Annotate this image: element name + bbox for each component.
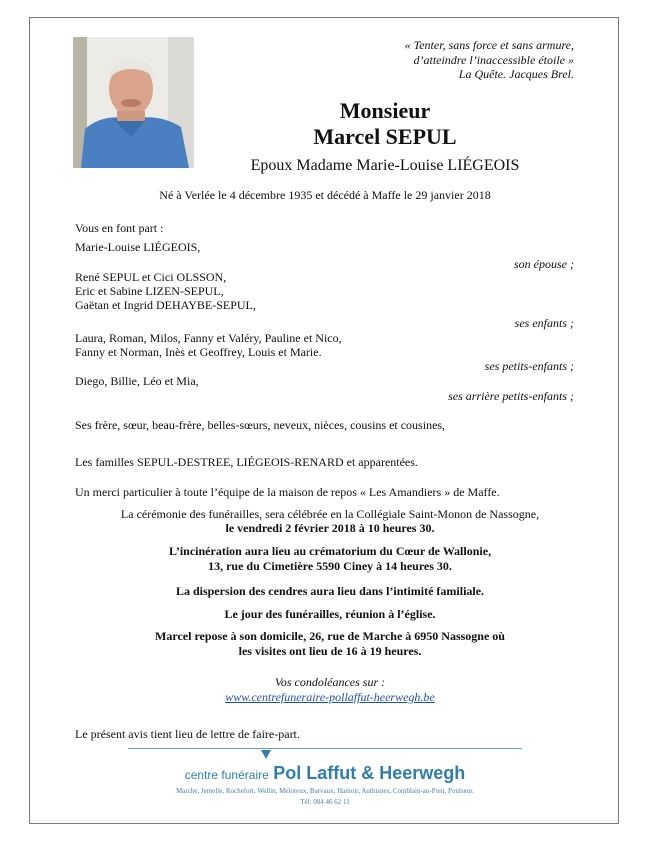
spouse-name: Marie-Louise LIÉGEOIS,	[75, 240, 201, 254]
incineration-line-2: 13, rue du Cimetière 5590 Ciney à 14 heures 30.	[208, 559, 452, 573]
condolences-row	[70, 690, 590, 705]
deceased-name: Marcel SEPUL	[313, 124, 457, 149]
grandchildren-relation: ses petits-enfants ;	[484, 359, 574, 373]
birth-death-line: Né à Verlée le 4 décembre 1935 et décédé à Maffe le 29 janvier 2018	[159, 188, 491, 202]
rest-line-2: les visites ont lieu de 16 à 19 heures.	[238, 644, 422, 658]
incineration-line-1: L’incinération aura lieu au crématorium du Cœur de Wallonie,	[168, 544, 492, 558]
phone-number: Tél: 084 46 62 11	[300, 798, 350, 806]
condolences-link[interactable]: www.centrefuneraire-pollaffut-heerwegh.be	[225, 690, 435, 704]
great-grandchildren: Diego, Billie, Léo et Mia,	[75, 374, 199, 388]
grandchildren-line-2: Fanny et Norman, Inès et Geoffrey, Louis et Marie.	[75, 345, 322, 359]
portrait-illustration	[73, 37, 194, 168]
great-grandchildren-relation: ses arrière petits-enfants ;	[448, 389, 574, 403]
epigraph-quote	[405, 38, 574, 82]
ceremony-date: le vendredi 2 février 2018 à 10 heures 30.	[225, 521, 435, 535]
children-line-1: René SEPUL et Cici OLSSON,	[75, 270, 227, 284]
funeral-home-logo	[0, 763, 650, 784]
honorific: Monsieur	[339, 98, 431, 123]
grandchildren-line-1: Laura, Roman, Milos, Fanny et Valéry, Pauline et Nico,	[75, 331, 342, 345]
spouse-line: Epoux Madame Marie-Louise LIÉGEOIS	[250, 157, 520, 174]
portrait-photo	[73, 37, 194, 168]
brand-prefix: centre funéraire	[184, 768, 269, 782]
thanks-line: Un merci particulier à toute l’équipe de la maison de repos « Les Amandiers » de Maffe.	[75, 485, 500, 499]
dispersion-line: La dispersion des cendres aura lieu dans l’intimité familiale.	[175, 584, 485, 598]
closing-note: Le présent avis tient lieu de lettre de faire-part.	[75, 727, 300, 741]
quote-line-1: « Tenter, sans force et sans armure,	[404, 38, 574, 52]
ceremony-line-1: La cérémonie des funérailles, sera célébrée en la Collégiale Saint-Monon de Nassogne,	[120, 507, 540, 521]
announce-text: Vous en font part :	[75, 221, 164, 235]
children-line-3: Gaëtan et Ingrid DEHAYBE-SEPUL,	[75, 298, 256, 312]
footer-divider	[128, 748, 522, 749]
spouse-relation: son épouse ;	[514, 257, 574, 271]
quote-line-2: d’atteindre l’inaccessible étoile »	[413, 52, 574, 67]
relatives-line: Ses frère, sœur, beau-frère, belles-sœurs, neveux, nièces, cousins et cousines,	[75, 418, 446, 432]
rest-line-1: Marcel repose à son domicile, 26, rue de Marche à 6950 Nassogne où	[155, 629, 505, 643]
brand-name: Pol Laffut & Heerwegh	[273, 763, 466, 783]
reunion-line: Le jour des funérailles, réunion à l’église.	[224, 607, 436, 621]
branch-locations: Marche, Jemelle, Rochefort, Wellin, Meloreux, Barvaux, Hamoir, Authisnes, Comblain-au-Pont, Poulseur.	[176, 787, 474, 795]
children-relation: ses enfants ;	[514, 316, 574, 330]
condolences-label: Vos condoléances sur :	[274, 675, 386, 689]
children-line-2: Eric et Sabine LIZEN-SEPUL,	[75, 284, 224, 298]
families-line: Les familles SEPUL-DESTREE, LIÉGEOIS-RENARD et apparentées.	[75, 455, 418, 469]
quote-attribution: La Quête. Jacques Brel.	[458, 67, 574, 81]
footer-triangle-icon	[261, 750, 271, 759]
